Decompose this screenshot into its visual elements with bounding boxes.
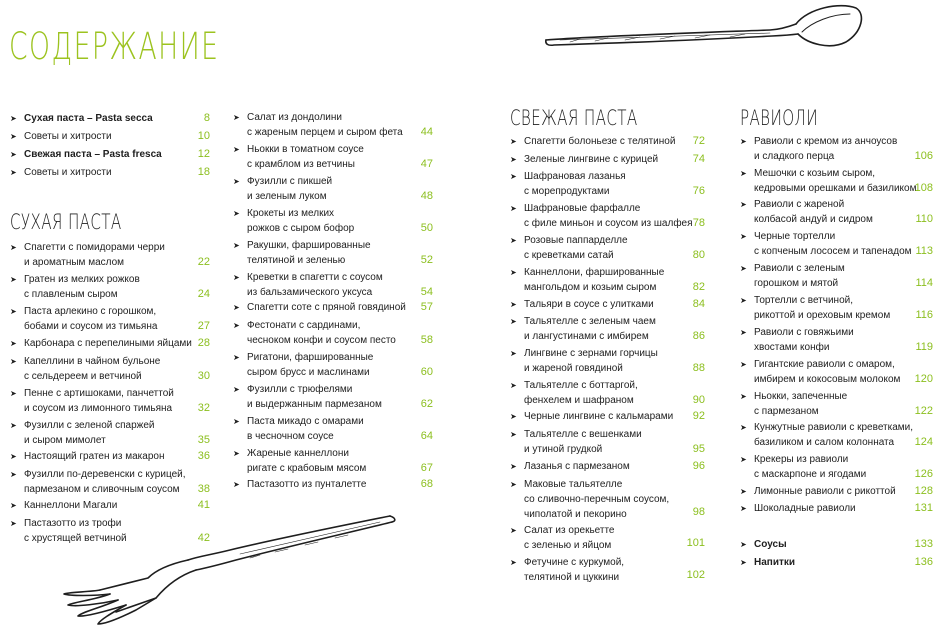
list-item[interactable] [233, 446, 433, 476]
list-item[interactable] [510, 134, 705, 149]
list-item[interactable] [10, 111, 210, 126]
page-number: 48 [420, 190, 433, 202]
entry-title-line: Салат из дондолини [247, 112, 343, 123]
page-number: 57 [420, 301, 433, 313]
entry-title-line: Каннеллони Магали [24, 500, 118, 511]
entry-title-line: с плавленым сыром [24, 289, 118, 300]
arrow-icon: ➤ [510, 204, 517, 213]
list-item[interactable] [740, 293, 933, 323]
page-number: 72 [692, 135, 705, 147]
list-item[interactable] [233, 110, 433, 140]
arrow-icon: ➤ [10, 470, 17, 479]
entry-title-line: Гигантские равиоли с омаром, [754, 359, 895, 370]
entry-title-line: Спагетти болоньезе с телятиной [524, 136, 676, 147]
page-number: 88 [692, 362, 705, 374]
entry-title-line: Тальятелле с боттаргой, [524, 380, 638, 391]
entry-title-line: Равиоли с говяжьими [754, 327, 854, 338]
entry-title-line: Жареные каннеллони [247, 448, 349, 459]
entry-title-line: Розовые паппарделле [524, 235, 628, 246]
arrow-icon: ➤ [740, 423, 747, 432]
entry-title-line: Ракушки, фаршированные [247, 240, 371, 251]
page-number: 136 [914, 556, 933, 568]
list-item[interactable] [510, 201, 705, 231]
arrow-icon: ➤ [233, 449, 240, 458]
page-number: 58 [420, 334, 433, 346]
arrow-icon: ➤ [740, 200, 747, 209]
list-item[interactable] [233, 142, 433, 172]
entry-title-line: и сладкого перца [754, 151, 835, 162]
entry-title-line: и зеленым луком [247, 191, 327, 202]
entry-title-line: с морепродуктами [524, 186, 610, 197]
arrow-icon: ➤ [510, 430, 517, 439]
entry-title-line: Паста микадо с омарами [247, 416, 364, 427]
arrow-icon: ➤ [233, 321, 240, 330]
entry-title-line: фенхелем и шафраном [524, 395, 634, 406]
list-item[interactable] [740, 261, 933, 291]
list-item[interactable] [10, 418, 210, 448]
list-item[interactable] [740, 134, 933, 164]
list-item[interactable] [10, 449, 210, 464]
list-item[interactable] [740, 420, 933, 450]
arrow-icon: ➤ [233, 209, 240, 218]
arrow-icon: ➤ [740, 296, 747, 305]
entry-title-line: Пастазотто из трофи [24, 518, 122, 529]
entry-title-line: Фузилли с пикшей [247, 176, 333, 187]
entry-title-line: чиполатой и пекорино [524, 509, 627, 520]
page-number: 102 [686, 569, 705, 581]
list-item[interactable] [10, 165, 210, 180]
arrow-icon: ➤ [233, 113, 240, 122]
entry-title-line: с крамблом из ветчины [247, 159, 355, 170]
page-number: 133 [914, 538, 933, 550]
list-item[interactable] [510, 459, 705, 474]
list-item[interactable] [10, 272, 210, 302]
arrow-icon: ➤ [233, 417, 240, 426]
entry-title-line: Равиоли с кремом из анчоусов [754, 136, 898, 147]
list-item[interactable] [10, 129, 210, 144]
entry-title-line: сыром брусс и маслинами [247, 367, 370, 378]
entry-title-line: с зеленью и яйцом [524, 540, 612, 551]
entry-title-line: и утиной грудкой [524, 444, 603, 455]
entry-title-line: кедровыми орешками и базиликом [754, 183, 917, 194]
entry-title-line: Маковые тальятелле [524, 479, 623, 490]
column-fresh-pasta [510, 0, 710, 626]
arrow-icon: ➤ [233, 273, 240, 282]
list-item[interactable] [740, 325, 933, 355]
entry-title-line: Мешочки с козьим сыром, [754, 168, 876, 179]
entry-title-line: Тортелли с ветчиной, [754, 295, 853, 306]
list-item[interactable] [510, 523, 705, 553]
entry-title-line: Фетучине с куркумой, [524, 557, 625, 568]
list-item[interactable] [740, 555, 933, 570]
page-number: 96 [692, 460, 705, 472]
list-item[interactable] [510, 378, 705, 408]
page-number: 54 [420, 286, 433, 298]
arrow-icon: ➤ [10, 357, 17, 366]
arrow-icon: ➤ [510, 381, 517, 390]
page-number: 80 [692, 249, 705, 261]
list-item[interactable] [740, 357, 933, 387]
page-number: 110 [915, 213, 933, 225]
page-number: 47 [420, 158, 433, 170]
entry-title-line: с креветками сатай [524, 250, 614, 261]
arrow-icon: ➤ [233, 241, 240, 250]
list-item[interactable] [510, 297, 705, 312]
entry-title-line: Капеллини в чайном бульоне [24, 356, 161, 367]
page-number: 108 [914, 182, 933, 194]
entry-title-line: Ньокки, запеченные [754, 391, 848, 402]
entry-title-line: Каннеллони, фаршированные [524, 267, 665, 278]
entry-title-line: и выдержанным пармезаном [247, 399, 382, 410]
list-item[interactable] [510, 409, 705, 424]
page-number: 30 [197, 370, 210, 382]
entry-title-line: с сельдереем и ветчиной [24, 371, 142, 382]
entry-title-line: бобами и соусом из тимьяна [24, 321, 158, 332]
entry-title-line: Креветки в спагетти с соусом [247, 272, 383, 283]
arrow-icon: ➤ [10, 501, 17, 510]
arrow-icon: ➤ [10, 132, 17, 141]
entry-title: Свежая паста – Pasta fresca [24, 149, 162, 160]
arrow-icon: ➤ [10, 519, 17, 528]
entry-title-line: Крекеры из равиоли [754, 454, 849, 465]
page-number: 36 [197, 450, 210, 462]
page-number: 67 [420, 462, 433, 474]
page-number: 32 [197, 402, 210, 414]
arrow-icon: ➤ [10, 150, 17, 159]
arrow-icon: ➤ [10, 243, 17, 252]
arrow-icon: ➤ [740, 455, 747, 464]
entry-title: Советы и хитрости [24, 131, 112, 142]
entry-title-line: с копченым лососем и тапенадом [754, 246, 912, 257]
page-number: 44 [420, 126, 433, 138]
arrow-icon: ➤ [233, 177, 240, 186]
arrow-icon: ➤ [740, 392, 747, 401]
arrow-icon: ➤ [233, 385, 240, 394]
list-item[interactable] [740, 229, 933, 259]
list-item[interactable] [233, 300, 433, 315]
page-number: 116 [915, 309, 933, 321]
list-item[interactable] [233, 238, 433, 268]
page-number: 8 [203, 112, 210, 124]
entry-title-line: с маскарпоне и ягодами [754, 469, 867, 480]
list-item[interactable] [510, 265, 705, 295]
page-number: 52 [420, 254, 433, 266]
entry-title-line: Лингвине с зернами горчицы [524, 348, 658, 359]
entry-title-line: Спагетти соте с пряной говядиной [247, 302, 406, 313]
list-item[interactable] [10, 516, 210, 546]
arrow-icon: ➤ [740, 264, 747, 273]
arrow-icon: ➤ [740, 540, 747, 549]
entry-title-line: Настоящий гратен из макарон [24, 451, 165, 462]
entry-title-line: Шафрановая лазанья [524, 171, 626, 182]
entry-title-line: хвостами конфи [754, 342, 830, 353]
arrow-icon: ➤ [510, 317, 517, 326]
entry-title-line: Пенне с артишоками, панчеттой [24, 388, 174, 399]
list-item[interactable] [510, 427, 705, 457]
page-number: 27 [197, 320, 210, 332]
arrow-icon: ➤ [10, 168, 17, 177]
entry-title-line: рикоттой и ореховым кремом [754, 310, 891, 321]
page-number: 120 [914, 373, 933, 385]
entry-title-line: Ньокки в томатном соусе [247, 144, 364, 155]
arrow-icon: ➤ [10, 339, 17, 348]
entry-title-line: Равиоли с жареной [754, 199, 845, 210]
entry-title-line: с хрустящей ветчиной [24, 533, 127, 544]
entry-title-line: из бальзамического уксуса [247, 287, 373, 298]
page-number: 10 [197, 130, 210, 142]
list-item[interactable] [10, 354, 210, 384]
page-number: 98 [692, 506, 705, 518]
entry-title-line: Напитки [754, 557, 796, 568]
entry-title-line: Зеленые лингвине с курицей [524, 154, 659, 165]
list-item[interactable] [510, 346, 705, 376]
page-number: 18 [197, 166, 210, 178]
entry-title-line: Салат из орекьетте [524, 525, 615, 536]
page-number: 64 [420, 430, 433, 442]
arrow-icon: ➤ [10, 114, 17, 123]
arrow-icon: ➤ [740, 487, 747, 496]
column-dry-pasta [10, 0, 215, 626]
section-heading-fresh-pasta: СВЕЖАЯ ПАСТА [510, 106, 638, 130]
entry-title-line: Шоколадные равиоли [754, 503, 856, 514]
list-item[interactable] [740, 501, 933, 516]
page-number: 74 [692, 153, 705, 165]
entry-title: Сухая паста – Pasta secca [24, 113, 153, 124]
entry-title-line: горошком и мятой [754, 278, 839, 289]
page-number: 42 [197, 532, 210, 544]
entry-title-line: со сливочно-перечным соусом, [524, 494, 670, 505]
arrow-icon: ➤ [740, 137, 747, 146]
entry-title-line: Фузилли с зеленой спаржей [24, 420, 155, 431]
section-heading-dry-pasta: СУХАЯ ПАСТА [10, 210, 122, 234]
entry-title-line: колбасой андуй и сидром [754, 214, 873, 225]
page-number: 90 [692, 394, 705, 406]
entry-title-line: Шафрановые фарфалле [524, 203, 641, 214]
page-number: 35 [197, 434, 210, 446]
arrow-icon: ➤ [510, 462, 517, 471]
page-number: 106 [914, 150, 933, 162]
page-number: 131 [914, 502, 933, 514]
list-item[interactable] [510, 477, 705, 522]
page-number: 124 [914, 436, 933, 448]
entry-title-line: Черные тортелли [754, 231, 836, 242]
page-number: 86 [692, 330, 705, 342]
entry-title-line: Соусы [754, 539, 787, 550]
list-item[interactable] [510, 555, 705, 585]
entry-title-line: ригате с крабовым мясом [247, 463, 367, 474]
arrow-icon: ➤ [10, 275, 17, 284]
page-number: 60 [420, 366, 433, 378]
page-number: 128 [914, 485, 933, 497]
entry-title-line: Ригатони, фаршированные [247, 352, 374, 363]
list-item[interactable] [10, 498, 210, 513]
entry-title-line: и жареной говядиной [524, 363, 623, 374]
arrow-icon: ➤ [740, 504, 747, 513]
arrow-icon: ➤ [510, 172, 517, 181]
entry-title-line: телятиной и цуккини [524, 572, 620, 583]
arrow-icon: ➤ [740, 558, 747, 567]
page-number: 84 [692, 298, 705, 310]
entry-title-line: с пармезаном [754, 406, 819, 417]
list-item[interactable] [233, 477, 433, 492]
page-number: 68 [420, 478, 433, 490]
list-item[interactable] [740, 389, 933, 419]
list-item[interactable] [233, 414, 433, 444]
list-item[interactable] [510, 152, 705, 167]
page-number: 12 [197, 148, 210, 160]
page-number: 41 [197, 499, 210, 511]
page-number: 114 [915, 277, 933, 289]
entry-title-line: и ароматным маслом [24, 257, 125, 268]
column-ravioli [740, 0, 940, 626]
page-number: 101 [686, 537, 705, 549]
list-item[interactable] [510, 233, 705, 263]
entry-title-line: Гратен из мелких рожков [24, 274, 140, 285]
entry-title-line: Тальятелле с зеленым чаем [524, 316, 656, 327]
entry-title-line: Крокеты из мелких [247, 208, 335, 219]
page-number: 78 [692, 217, 705, 229]
entry-title: Советы и хитрости [24, 167, 112, 178]
entry-title-line: Лимонные равиоли с рикоттой [754, 486, 896, 497]
entry-title-line: Тальятелле с вешенками [524, 429, 642, 440]
entry-title-line: Паста арлекино с горошком, [24, 306, 157, 317]
list-item[interactable] [740, 484, 933, 499]
arrow-icon: ➤ [10, 389, 17, 398]
list-item[interactable] [10, 304, 210, 334]
list-item[interactable] [510, 169, 705, 199]
entry-title-line: Черные лингвине с кальмарами [524, 411, 674, 422]
entry-title-line: Тальяри в соусе с улитками [524, 299, 654, 310]
arrow-icon: ➤ [233, 145, 240, 154]
arrow-icon: ➤ [510, 236, 517, 245]
entry-title-line: Фузилли по-деревенски с курицей, [24, 469, 186, 480]
entry-title-line: Пастазотто из пунталетте [247, 479, 367, 490]
page-number: 95 [692, 443, 705, 455]
page-number: 92 [692, 410, 705, 422]
page-number: 28 [197, 337, 210, 349]
list-item[interactable] [10, 386, 210, 416]
list-item[interactable] [10, 467, 210, 497]
arrow-icon: ➤ [510, 137, 517, 146]
entry-title-line: рожков с сыром бофор [247, 223, 355, 234]
arrow-icon: ➤ [510, 300, 517, 309]
page-number: 113 [915, 245, 933, 257]
arrow-icon: ➤ [10, 421, 17, 430]
list-item[interactable] [233, 270, 433, 300]
arrow-icon: ➤ [510, 155, 517, 164]
entry-title-line: с жареным перцем и сыром фета [247, 127, 403, 138]
page-number: 122 [914, 405, 933, 417]
list-item[interactable] [510, 314, 705, 344]
page-number: 119 [915, 341, 933, 353]
page-number: 24 [197, 288, 210, 300]
entry-title-line: с филе миньон и соусом из шалфея [524, 218, 693, 229]
arrow-icon: ➤ [510, 412, 517, 421]
arrow-icon: ➤ [740, 169, 747, 178]
page-number: 126 [914, 468, 933, 480]
entry-title-line: базиликом и салом колонната [754, 437, 895, 448]
list-item[interactable] [10, 147, 210, 162]
entry-title-line: телятиной и зеленью [247, 255, 346, 266]
page-number: 50 [420, 222, 433, 234]
entry-title-line: Лазанья с пармезаном [524, 461, 630, 472]
list-item[interactable] [740, 166, 933, 196]
page-number: 76 [692, 185, 705, 197]
list-item[interactable] [233, 174, 433, 204]
entry-title-line: и сыром мимолет [24, 435, 106, 446]
arrow-icon: ➤ [233, 303, 240, 312]
section-heading-ravioli: РАВИОЛИ [740, 106, 818, 130]
entry-title-line: Карбонара с перепелиными яйцами [24, 338, 192, 349]
page-number: 62 [420, 398, 433, 410]
column-dry-pasta-continued [233, 0, 438, 626]
arrow-icon: ➤ [10, 452, 17, 461]
arrow-icon: ➤ [10, 307, 17, 316]
entry-title-line: Кунжутные равиоли с креветками, [754, 422, 914, 433]
list-item[interactable] [740, 452, 933, 482]
arrow-icon: ➤ [233, 480, 240, 489]
list-item[interactable] [233, 318, 433, 348]
list-item[interactable] [10, 240, 210, 270]
arrow-icon: ➤ [510, 349, 517, 358]
entry-title-line: и лангустинами с имбирем [524, 331, 649, 342]
arrow-icon: ➤ [510, 558, 517, 567]
arrow-icon: ➤ [510, 268, 517, 277]
entry-title-line: Фузилли с трюфелями [247, 384, 353, 395]
entry-title-line: и соусом из лимонного тимьяна [24, 403, 173, 414]
entry-title-line: чесноком конфи и соусом песто [247, 335, 396, 346]
list-item[interactable] [233, 350, 433, 380]
entry-title-line: Спагетти с помидорами черри [24, 242, 165, 253]
page-number: 82 [692, 281, 705, 293]
page-title: СОДЕРЖАНИЕ [9, 25, 220, 68]
entry-title-line: в чесночном соусе [247, 431, 334, 442]
list-item[interactable] [740, 197, 933, 227]
entry-title-line: имбирем и кокосовым молоком [754, 374, 901, 385]
page-number: 22 [197, 256, 210, 268]
list-item[interactable] [10, 336, 210, 351]
entry-title-line: пармезаном и сливочным соусом [24, 484, 180, 495]
entry-title-line: мангольдом и козьим сыром [524, 282, 657, 293]
arrow-icon: ➤ [740, 232, 747, 241]
list-item[interactable] [233, 206, 433, 236]
entry-title-line: Фестонати с сардинами, [247, 320, 361, 331]
arrow-icon: ➤ [740, 328, 747, 337]
entry-title-line: Равиоли с зеленым [754, 263, 845, 274]
arrow-icon: ➤ [510, 526, 517, 535]
list-item[interactable] [740, 537, 933, 552]
list-item[interactable] [233, 382, 433, 412]
page-number: 38 [197, 483, 210, 495]
arrow-icon: ➤ [233, 353, 240, 362]
arrow-icon: ➤ [740, 360, 747, 369]
arrow-icon: ➤ [510, 480, 517, 489]
